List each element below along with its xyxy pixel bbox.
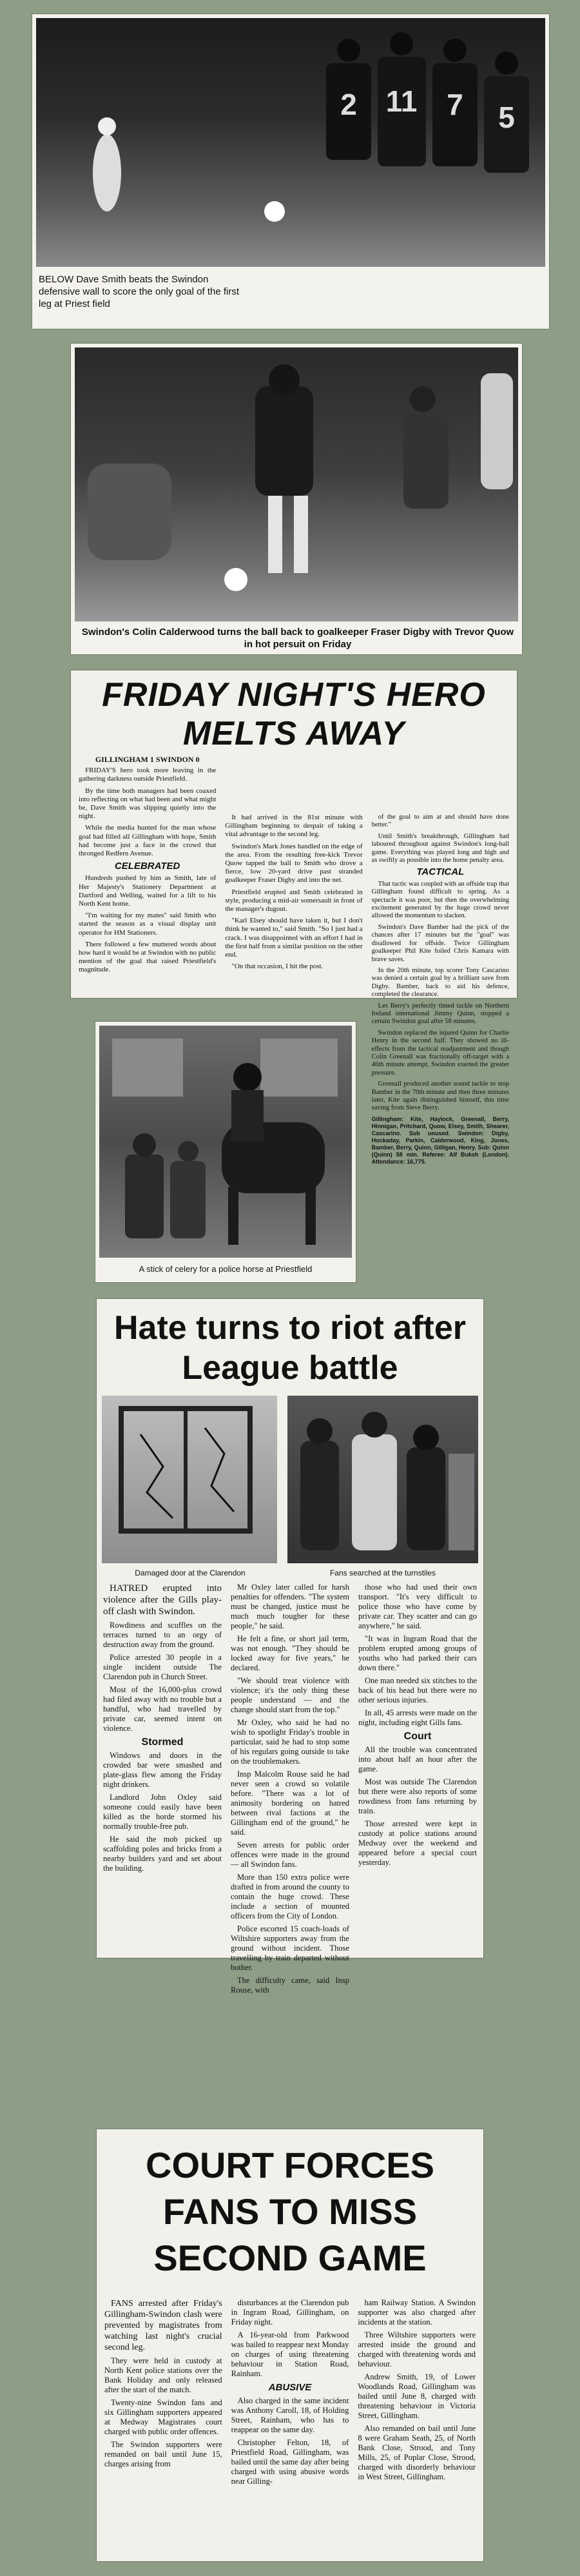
article-column-3 <box>371 756 509 1165</box>
paragraph: "It was in Ingram Road that the problem erupted among groups of youths who had parked their cars down there." <box>358 1634 477 1672</box>
paragraph: Windows and doors in the crowded bar were smashed and plate-glass flew among the Friday night drinkers. <box>103 1751 222 1789</box>
article-column-1 <box>104 2298 222 2556</box>
goal-photo-svg <box>36 18 545 267</box>
paragraph: There followed a few muttered words about how hard it would be at Swindon with no public mention of the goal that raised Priestfield's magnitude. <box>79 940 217 974</box>
paragraph: Swindon's Dave Bamber had the pick of the chances after 17 minutes but the "goal" was disallowed for offside. Twice Gillingham goalkeeper Phil Kite foiled Chris Kamara with brave saves. <box>371 923 509 963</box>
article-column-2 <box>231 2298 349 2556</box>
lead-paragraph: FANS arrested after Friday's Gillingham-Swindon clash were prevented by magistrates from watching last night's crucial second leg. <box>104 2299 222 2352</box>
paragraph: Until Smith's breakthrough, Gillingham had laboured throughout against Swindon's long-ball game. Everything was played long and high and as swiftly as possible into the home penalty area. <box>371 832 509 864</box>
paragraph: "We should treat violence with violence; it's the only thing these people understand — and the change should start from the top." <box>231 1676 349 1714</box>
paragraph: Mr Oxley, who said he had no wish to spotlight Friday's trouble in particular, said he had to stop some of his regulars going outside to take on the troublemakers. <box>231 1718 349 1766</box>
subheading: Stormed <box>141 1737 184 1748</box>
article-column-1 <box>79 756 216 993</box>
article-columns <box>103 1583 477 1995</box>
damaged-door-caption: Damaged door at the Clarendon <box>135 1568 246 1577</box>
goalkeeper-figure <box>88 463 171 560</box>
subheading: CELEBRATED <box>114 861 180 872</box>
paragraph: Three Wiltshire supporters were arrested inside the ground and charged with threatening words and behaviour. <box>358 2330 476 2368</box>
player-white-figure <box>93 134 121 211</box>
paragraph: Rowdiness and scuffles on the terraces turned to an orgy of destruction away from the ground. <box>103 1621 222 1649</box>
turnstile-photo <box>287 1396 478 1563</box>
paragraph: While the media hunted for the man whose goal had filled all Gillingham with hope, Smith had become just a face in the crowd that thronged Redfern Avenue. <box>79 824 217 858</box>
paragraph: In the 20th minute, top scorer Tony Cascarino was denied a certain goal by a brilliant save from Digby. Bamber, back to aid his defence, completed the clearance. <box>371 966 509 999</box>
paragraph: Most was outside The Clarendon but there were also reports of some rowdiness from fans returning by train. <box>358 1777 477 1815</box>
paragraph: He felt a fine, or short jail term, was not enough. "They should be locked away for five years," he declared. <box>231 1634 349 1672</box>
article-headline: FRIDAY NIGHT'S HERO MELTS AWAY <box>102 676 486 752</box>
subheading: Court <box>403 1731 432 1742</box>
team-lineups: Gillingham: Kite, Haylock, Greenall, Berry, Hinnigan, Pritchard, Quow, Elsey, Smith, Shearer, Cascarino. Sub unused. Swindon: Digby, Hockaday, Parkin, Calderwood, King, Jones, Bamber, Berry, Quinn, Gilligan, Henry. Sub: Quinn (Quinn) 58 min. Referee: Alf Buksh (London). Attendance: 16,775. <box>371 1115 509 1165</box>
article-column-3 <box>358 2298 476 2556</box>
paragraph: Also remanded on bail until June 8 were Graham Seath, 25, of North Bank Close, Strood, and Tony Mills, 25, of Poplar Close, Strood, charged with disorderly behaviour in West Street, Gillingham. <box>358 2424 476 2481</box>
paragraph: By the time both managers had been coaxed into reflecting on what had been and what might be, Dave Smith was slipping quietly into the night. <box>79 786 217 821</box>
police-horse-photo-svg <box>99 1026 352 1258</box>
paragraph: They were held in custody at North Kent police stations over the Bank Holiday and only released after the start of the match. <box>104 2356 222 2394</box>
article-column-2 <box>225 756 362 993</box>
paragraph: He said the mob picked up scaffolding poles and bricks from a nearby builders yard and set about the building. <box>103 1835 222 1873</box>
paragraph: Greenall produced another sound tackle to stop Bamber in the 70th minute and then three minutes later, Kite again distinguished himself, this time saving from Steve Berry. <box>371 1080 509 1112</box>
fan-figure <box>125 1155 164 1238</box>
paragraph: More than 150 extra police were drafted in from around the county to contain the huge crowd. These include a section of mounted officers from the City of London. <box>231 1873 349 1920</box>
paragraph: All the trouble was concentrated into about half an hour after the game. <box>358 1745 477 1773</box>
calderwood-photo-caption: Swindon's Colin Calderwood turns the ball back to goalkeeper Fraser Digby with Trevor Quow in hot persuit on Friday <box>81 627 514 650</box>
paragraph: Mr Oxley later called for harsh penalties for offenders. "The system must be changed, justice must be much much tougher for these people," he said. <box>231 1583 349 1630</box>
shirt-number: 11 <box>385 84 418 118</box>
paragraph: Andrew Smith, 19, of Lower Woodlands Road, Gillingham was bailed until June 8, charged with threatening behaviour in Victoria Street, Gillingham. <box>358 2372 476 2420</box>
damaged-door-photo <box>102 1396 277 1563</box>
paragraph: Landlord John Oxley said someone could easily have been killed as the horde stormed his normally trouble-free pub. <box>103 1793 222 1831</box>
paragraph: disturbances at the Clarendon pub in Ingram Road, Gillingham, on Friday night. <box>231 2298 349 2327</box>
photo-clipping-police-horse <box>95 1022 356 1282</box>
paragraph: It had arrived in the 81st minute with Gillingham beginning to despair of taking a vital advantage to the second leg. <box>225 814 363 839</box>
paragraph: Those arrested were kept in custody at police stations around Medway over the weekend and appeared before a special court yesterday. <box>358 1819 477 1867</box>
article-column-1 <box>103 1583 222 1953</box>
article-court-forces <box>97 2129 483 2561</box>
paragraph: of the goal to aim at and should have done better." <box>371 814 509 829</box>
paragraph: The Swindon supporters were remanded on bail until June 15, charges arising from <box>104 2440 222 2468</box>
paragraph: The difficulty came, said Insp Rouse, with <box>231 1976 349 1995</box>
paragraph: Hundreds pushed by him as Smith, late of Her Majesty's Stationery Department at Dartford and Welling, waited for a lift to his North Kent home. <box>79 874 217 908</box>
paragraph: Most of the 16,000-plus crowd had filed away with no trouble but a handful, who had travelled by private car, seemed intent on violence. <box>103 1685 222 1733</box>
paragraph: Insp Malcolm Rouse said he had never seen a crowd so volatile before. "There was a lot of animosity bordering on hatred between rival factions at the Gillingham end of the ground," he said. <box>231 1770 349 1837</box>
paragraph: Police escorted 15 coach-loads of Wiltshire supporters away from the ground without incident. Those travelling by train departed without bother. <box>231 1924 349 1972</box>
paragraph: Twenty-nine Swindon fans and six Gillingham supporters appeared at Medway Magistrates court charged with public order offences. <box>104 2398 222 2436</box>
paragraph: In all, 45 arrests were made on the night, including eight Gills fans. <box>358 1708 477 1727</box>
photo-clipping-goal <box>32 14 549 329</box>
turnstile-svg <box>287 1396 478 1563</box>
match-score: GILLINGHAM 1 SWINDON 0 <box>95 755 200 764</box>
paragraph: Priestfield erupted and Smith celebrated in style, producing a mid-air somersault in front of the manager's dugout. <box>225 888 363 913</box>
calderwood-figure <box>255 386 313 496</box>
photo-clipping-calderwood <box>71 344 522 654</box>
subheading: ABUSIVE <box>268 2382 312 2393</box>
paragraph: Seven arrests for public order offences were made in the ground — all Swindon fans. <box>231 1840 349 1869</box>
paragraph: "Karl Elsey should have taken it, but I don't think he wanted to," said Smith. "So I just had a crack. I was disappointed with an effort I had in the first half from a similar position on the other end. <box>225 917 363 959</box>
paragraph: Les Berry's perfectly timed tackle on Northern Ireland international Jimmy Quinn, stopped a certain Swindon goal after 58 minutes. <box>371 1002 509 1026</box>
paragraph: "On that occasion, I hit the post. <box>231 962 324 971</box>
football-icon <box>224 568 247 591</box>
police-horse-photo <box>99 1026 352 1258</box>
paragraph: Swindon replaced the injured Quinn for Charlie Henry in the second half. They showed no ill-effects from the tactical readjustment and though Colin Greenall was fractionally off-target with a 46th minute attempt, Swindon exerted the greater pressure. <box>371 1029 509 1077</box>
paragraph: Swindon's Mark Jones handled on the edge of the area. From the resulting free-kick Trevor Quow tapped the ball to Smith who drove a fierce, low 20-yard drive past stranded goalkeeper Fraser Digby and into the net. <box>225 842 363 884</box>
paragraph: Police arrested 30 people in a single incident outside The Clarendon pub in Church Street. <box>103 1653 222 1681</box>
damaged-door-svg <box>102 1396 277 1563</box>
article-columns <box>79 755 509 1165</box>
paragraph: A 16-year-old from Parkwood was bailed to reappear next Monday on charges of using threatening behaviour in Station Road, Rainham. <box>231 2330 349 2378</box>
goal-photo <box>36 18 545 267</box>
article-headline: Hate turns to riot after League battle <box>113 1309 467 1387</box>
paragraph: those who had used their own transport. "It's very difficult to police those who have come by private car. They scatter and can go anywhere," he said. <box>358 1583 477 1630</box>
article-column-3 <box>358 1583 477 1953</box>
lead-paragraph: HATRED erupted into violence after the Gills play-off clash with Swindon. <box>103 1583 222 1617</box>
shirt-number: 2 <box>340 88 357 121</box>
paragraph: That tactic was coupled with an offside trap that Gillingham found difficult to spring. As a spectacle it was poor, but then the overwhelming excitement generated by the huge crowd never allowed the momentum to slacken. <box>371 880 509 920</box>
paragraph: ham Railway Station. A Swindon supporter was also charged after incidents at the station. <box>358 2298 476 2327</box>
quow-figure <box>403 412 449 509</box>
paragraph: One man needed six stitches to the back of his head but there were no other serious injuries. <box>358 1676 477 1704</box>
shirt-number: 5 <box>498 101 515 134</box>
article-column-2 <box>231 1583 349 1995</box>
paragraph: FRIDAY'S hero took more leaving in the gathering darkness outside Priestfield. <box>79 766 217 783</box>
football-icon <box>264 201 285 222</box>
calderwood-photo <box>75 347 518 621</box>
article-headline: COURT FORCES FANS TO MISS SECOND GAME <box>146 2145 434 2278</box>
paragraph: Also charged in the same incident was Anthony Caroll, 18, of Holding Street, Rainham, who has to reappear on the same day. <box>231 2396 349 2434</box>
article-columns <box>104 2298 476 2556</box>
subheading: TACTICAL <box>416 866 465 878</box>
shirt-number: 7 <box>447 88 463 121</box>
paragraph: Christopher Felton, 18, of Priestfield Road, Gillingham, was bailed until the same day after being charged with using abusive words near Gilling- <box>231 2438 349 2486</box>
paragraph: "I'm waiting for my mates" said Smith who started the season as a visual display unit operator for HM Stationers. <box>79 912 217 937</box>
turnstile-caption: Fans searched at the turnstiles <box>329 1568 436 1577</box>
article-hate-riot <box>97 1299 483 1995</box>
goal-photo-caption: BELOW Dave Smith beats the Swindon defensive wall to score the only goal of the first leg at Priest field <box>39 274 240 309</box>
police-horse-caption: A stick of celery for a police horse at Priestfield <box>139 1264 313 1274</box>
calderwood-photo-svg <box>75 347 518 621</box>
article-friday-hero <box>71 670 517 1165</box>
